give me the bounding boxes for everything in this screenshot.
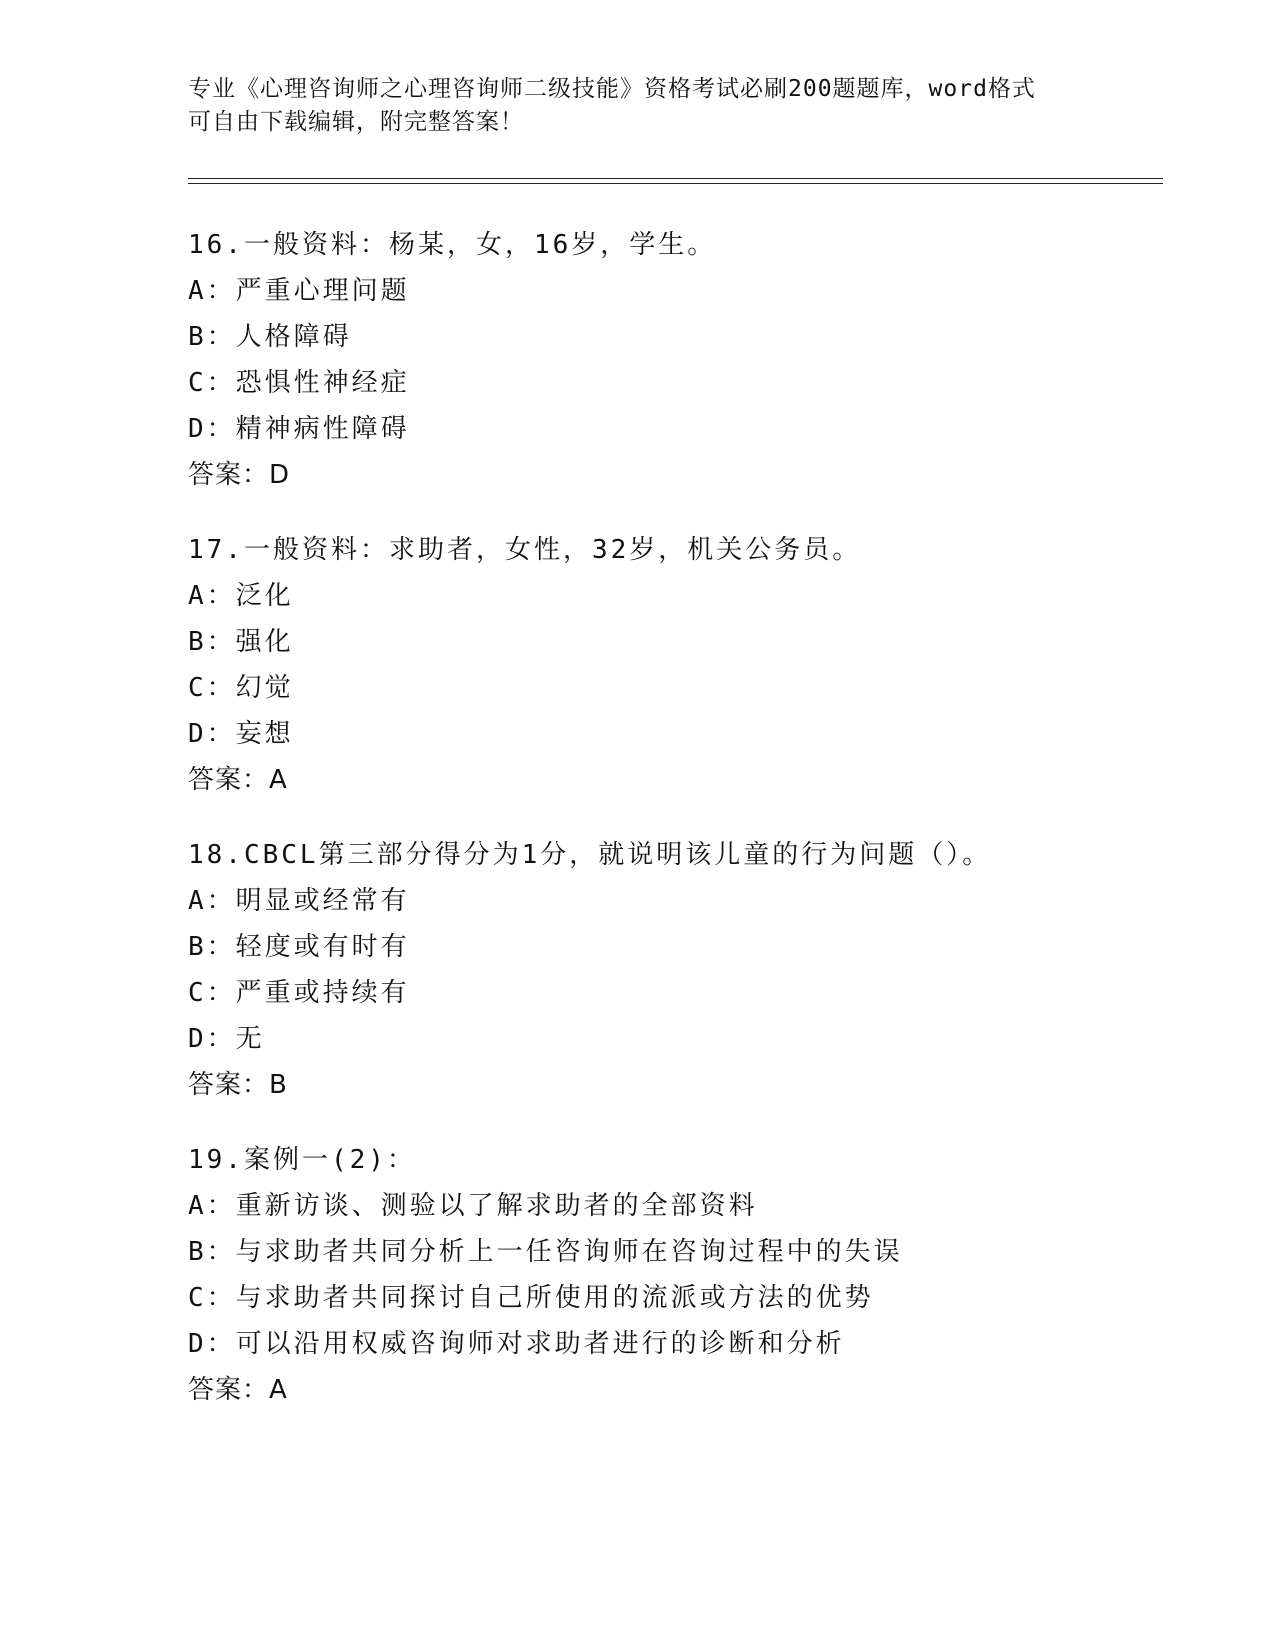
header-divider-bottom (188, 183, 1163, 184)
header-line-2: 可自由下载编辑，附完整答案！ (188, 109, 524, 135)
question-stem: 18.CBCL第三部分得分为1分，就说明该儿童的行为问题（）。 (188, 840, 992, 870)
answer-text: 答案：A (188, 765, 288, 795)
question-stem: 19.案例一(2)： (188, 1145, 416, 1175)
option-c: C：恐惧性神经症 (188, 368, 410, 398)
option-c: C：严重或持续有 (188, 978, 410, 1008)
question-stem: 17.一般资料：求助者，女性，32岁，机关公务员。 (188, 535, 862, 565)
answer-text: 答案：A (188, 1375, 288, 1405)
option-a: A：泛化 (188, 581, 294, 611)
question-16 (188, 222, 1168, 498)
question-17 (188, 527, 1168, 803)
answer-text: 答案：B (188, 1070, 288, 1100)
option-b: B：与求助者共同分析上一任咨询师在咨询过程中的失误 (188, 1237, 903, 1267)
option-a: A：明显或经常有 (188, 886, 410, 916)
option-d: D：精神病性障碍 (188, 414, 410, 444)
option-d: D：无 (188, 1024, 265, 1054)
header-line-1: 专业《心理咨询师之心理咨询师二级技能》资格考试必刷200题题库，word格式 (188, 76, 1036, 102)
option-a: A：严重心理问题 (188, 276, 410, 306)
option-d: D：妄想 (188, 719, 294, 749)
question-19 (188, 1137, 1168, 1413)
option-c: C：幻觉 (188, 673, 294, 703)
answer-text: 答案：D (188, 460, 291, 490)
option-d: D：可以沿用权威咨询师对求助者进行的诊断和分析 (188, 1329, 845, 1359)
option-c: C：与求助者共同探讨自己所使用的流派或方法的优势 (188, 1283, 874, 1313)
question-18 (188, 832, 1168, 1108)
option-b: B：轻度或有时有 (188, 932, 410, 962)
option-a: A：重新访谈、测验以了解求助者的全部资料 (188, 1191, 758, 1221)
document-header (188, 73, 1088, 139)
option-b: B：人格障碍 (188, 322, 352, 352)
question-stem: 16.一般资料：杨某，女，16岁，学生。 (188, 230, 717, 260)
header-divider-top (188, 178, 1163, 179)
option-b: B：强化 (188, 627, 294, 657)
